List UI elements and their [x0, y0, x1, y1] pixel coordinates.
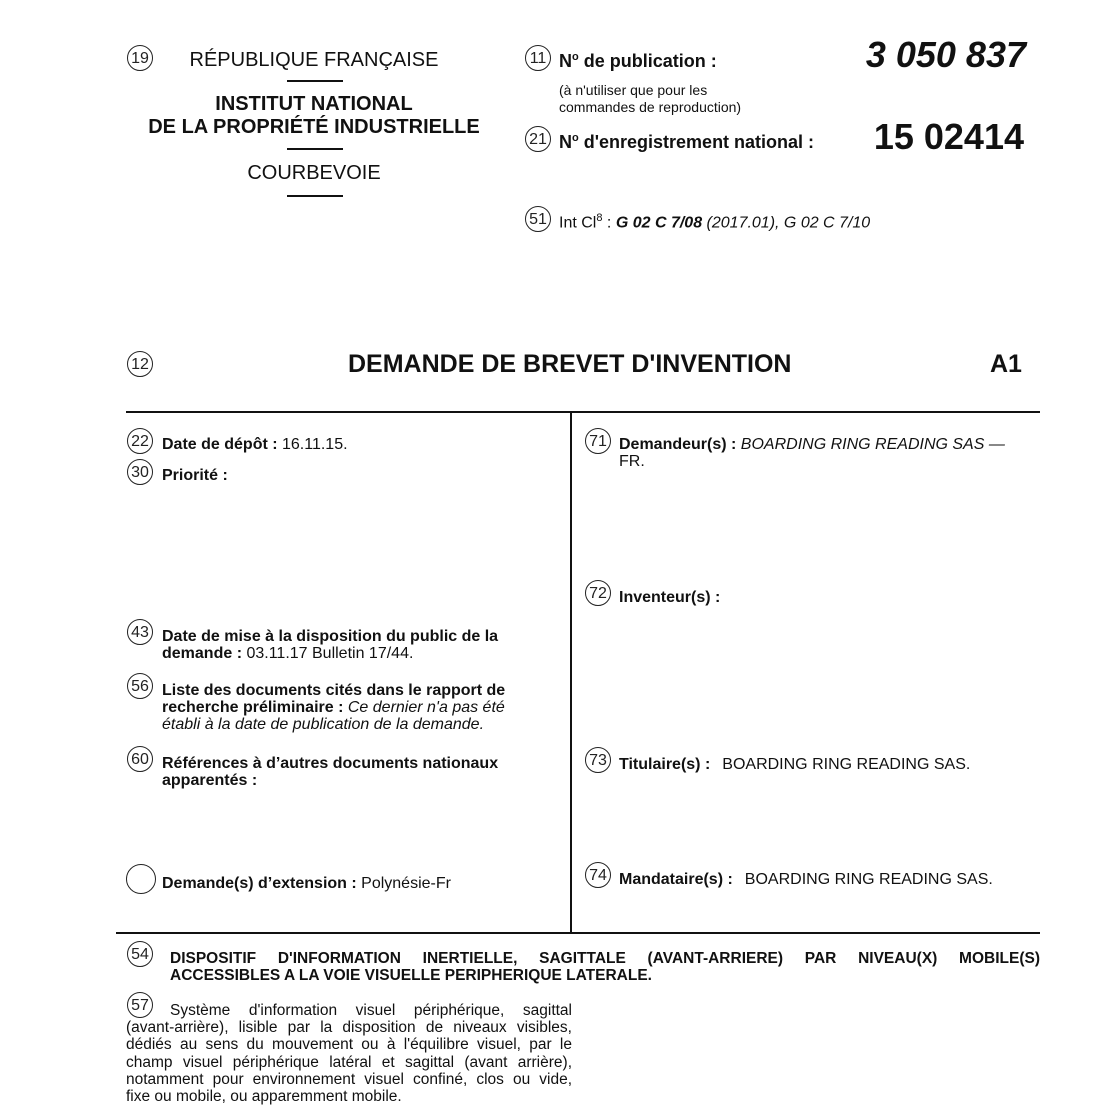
applicant-label: Demandeur(s) : — [619, 436, 737, 453]
reg-label-rest: d'enregistrement national : — [578, 132, 815, 152]
applicant — [619, 436, 1039, 470]
invention-title-line-1: DISPOSITIF D'INFORMATION INERTIELLE, SAGITTALE (AVANT-ARRIERE) PAR NIVEAU(X) MOBILE(S) — [170, 950, 1040, 967]
abstract-line-6: fixe ou mobile, ou apparemment mobile. — [126, 1088, 402, 1106]
docs-label-line-2: recherche préliminaire : — [162, 699, 344, 716]
publication-value: 03.11.17 Bulletin 17/44. — [242, 645, 414, 662]
inventor-label: Inventeur(s) : — [619, 589, 721, 606]
int-classification — [559, 212, 870, 232]
abstract — [126, 1002, 572, 1105]
publication-note — [559, 82, 741, 116]
pub-note-line-1: (à n'utiliser que pour les — [559, 82, 708, 98]
intcl-rest: (2017.01), G 02 C 7/10 — [702, 214, 871, 232]
code-71: 71 — [585, 428, 611, 454]
code-54: 54 — [127, 941, 153, 967]
divider — [287, 148, 343, 150]
code-74: 74 — [585, 862, 611, 888]
pub-label-sup: o — [572, 51, 579, 63]
institute-name — [120, 93, 508, 139]
publication-label-line-1: Date de mise à la disposition du public de la — [162, 628, 499, 645]
publication-label — [559, 51, 717, 72]
docs-value-line-2: Ce dernier n'a pas été — [343, 699, 505, 716]
holder — [619, 756, 970, 773]
code-72: 72 — [585, 580, 611, 606]
registration-label — [559, 132, 814, 153]
code-60: 60 — [127, 746, 153, 772]
table-bottom-rule — [116, 932, 1040, 934]
filing-label: Date de dépôt : — [162, 436, 278, 453]
intcl-label: Int Cl — [559, 214, 597, 232]
publication-label-line-2: demande : — [162, 645, 243, 662]
filing-date — [162, 436, 348, 453]
intcl-main: G 02 C 7/08 — [615, 214, 703, 232]
pub-note-line-2: commandes de reproduction) — [559, 99, 742, 115]
reg-label-sup: o — [572, 132, 579, 144]
intcl-sup: 8 — [596, 212, 603, 224]
code-22: 22 — [127, 428, 153, 454]
publication-date — [162, 628, 562, 662]
code-57: 57 — [127, 992, 153, 1018]
agent — [619, 871, 993, 888]
pub-label-rest: de publication : — [578, 51, 717, 71]
publication-number: 3 050 837 — [865, 34, 1026, 75]
filing-value: 16.11.15. — [277, 436, 348, 453]
related-documents — [162, 755, 562, 789]
priority-label: Priorité : — [162, 467, 228, 484]
docs-value-line-3: établi à la date de publication de la demande. — [162, 716, 485, 733]
docs-label-line-1: Liste des documents cités dans le rapport de — [162, 682, 506, 699]
invention-title-line-2: ACCESSIBLES A LA VOIE VISUELLE PERIPHERIQUE LATERALE. — [170, 967, 652, 984]
table-top-rule — [126, 411, 1040, 413]
holder-label: Titulaire(s) : — [619, 756, 711, 773]
refs-label-line-1: Références à d’autres documents nationaux — [162, 755, 499, 772]
applicant-value-line-2: FR. — [619, 453, 645, 470]
code-43: 43 — [127, 619, 153, 645]
institute-line-2: DE LA PROPRIÉTÉ INDUSTRIELLE — [148, 116, 480, 138]
divider — [287, 80, 343, 82]
refs-label-line-2: apparentés : — [162, 772, 258, 789]
code-empty — [126, 864, 156, 894]
ext-label: Demande(s) d’extension : — [162, 875, 357, 892]
abstract-line-5: notamment pour environnement visuel confiné, clos ou vide, — [126, 1070, 572, 1088]
document-type: DEMANDE DE BREVET D'INVENTION — [348, 350, 792, 378]
pub-label-n: N — [559, 51, 572, 71]
agent-value: BOARDING RING READING SAS. — [744, 871, 993, 888]
code-21: 21 — [525, 126, 551, 152]
abstract-line-2: (avant-arrière), lisible par la disposition de niveaux visibles, — [126, 1019, 572, 1037]
kind-code: A1 — [990, 350, 1022, 378]
code-56: 56 — [127, 673, 153, 699]
agent-label: Mandataire(s) : — [619, 871, 733, 888]
city-label: COURBEVOIE — [247, 162, 381, 184]
code-73: 73 — [585, 747, 611, 773]
code-30: 30 — [127, 459, 153, 485]
code-19: 19 — [127, 45, 153, 71]
registration-number: 15 02414 — [873, 116, 1024, 157]
abstract-line-3: dédiés au sens du mouvement ou à l'équilibre visuel, par le — [126, 1036, 572, 1054]
intcl-sep: : — [602, 214, 616, 232]
reg-label-n: N — [559, 132, 572, 152]
applicant-value-line-1: BOARDING RING READING SAS — — [736, 436, 1005, 453]
republic-label: RÉPUBLIQUE FRANÇAISE — [189, 49, 439, 71]
code-51: 51 — [525, 206, 551, 232]
cited-documents — [162, 682, 567, 733]
institute-line-1: INSTITUT NATIONAL — [215, 93, 413, 115]
holder-value: BOARDING RING READING SAS. — [722, 756, 971, 773]
code-12: 12 — [127, 351, 153, 377]
abstract-line-1: Système d'information visuel périphérique, sagittal — [170, 1002, 572, 1019]
ext-value: Polynésie-Fr — [356, 875, 451, 892]
code-11: 11 — [525, 45, 551, 71]
abstract-line-4: champ visuel périphérique latéral et sagittal (avant arrière), — [126, 1053, 572, 1071]
invention-title — [170, 950, 1040, 984]
table-column-divider — [570, 413, 572, 933]
divider — [287, 195, 343, 197]
extension-request — [162, 875, 451, 892]
